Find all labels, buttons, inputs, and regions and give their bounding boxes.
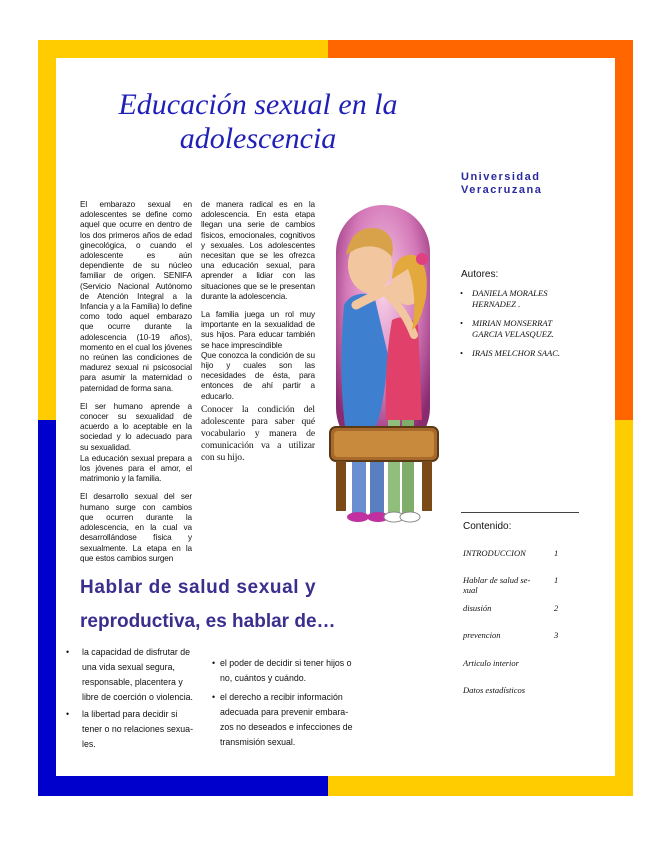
author-name-line-1: MIRIAN MONSERRAT [472,318,553,328]
frame-right-yellow [615,420,633,796]
university-line-1: Universidad [461,171,541,183]
headline-line-2: reproductiva, es hablar de… [80,611,336,632]
column1-paragraph-4: El desarrollo sexual del ser humano surge con cambios que ocurren durante la adolescencia, en la cual va desarrollándose física y sexualmente. La etapa en la que estos cambios surgen [80,492,192,563]
bullet-icon: • [212,692,216,702]
toc-item-label: Articulo interior [463,658,519,668]
author-name-line-1: DANIELA MORALES [472,288,548,298]
bullet-icon: • [460,288,464,298]
list-item-line: no, cuántos y cuándo. [220,673,307,683]
list-item-line: zos no deseados e infecciones de [220,722,353,732]
author-name-line-1: IRAIS MELCHOR SAAC. [472,348,561,358]
column2-paragraph-2: La familia juega un rol muy importante en la sexualidad de sus hijos. Para educar también se hace imprescindible [201,310,315,350]
author-item [460,318,610,348]
title-line-2: adolescencia [179,122,337,155]
toc-item-label: INTRODUCCION [463,548,526,558]
teen-couple-illustration [322,205,444,525]
contents-divider [461,512,579,513]
toc-page-number: 1 [554,575,559,585]
frame-bottom-blue [38,776,328,796]
toc-page-number: 3 [554,630,559,640]
toc-item-label: Datos estadísticos [463,685,526,695]
bullet-icon: • [460,318,464,328]
toc-item-articulo-interior[interactable] [463,658,573,668]
list-item-line: libre de coerción o violencia. [82,692,194,702]
list-item-line: la capacidad de disfrutar de [82,647,191,657]
list-item-line: la libertad para decidir si [82,709,178,719]
author-item [460,288,610,318]
column1-paragraph-2: El ser humano aprende a conocer su sexualidad de acuerdo a lo aceptable en la sociedad y lo adecuado para su sexualidad. [80,401,192,452]
university-line-2: Veracruzana [461,184,543,196]
toc-page-number: 2 [554,603,559,613]
list-item-line: transmisión sexual. [220,737,296,747]
author-item [460,348,610,368]
toc-item-label: disusión [463,603,492,613]
list-item [66,645,206,705]
list-item [212,656,368,686]
list-item-line: el derecho a recibir información [220,692,343,702]
author-list [460,288,610,368]
article-column-1 [80,200,192,572]
toc-item-label-line-2: xual [463,585,478,595]
toc-item-disusion[interactable] [463,603,553,613]
headline-line-1: Hablar de salud sexual y [80,577,317,598]
section-headline [80,576,420,634]
frame-right-orange [615,40,633,420]
university-name [461,171,601,197]
list-item-line: responsable, placentera y [82,677,183,687]
bullet-icon: • [212,658,216,668]
toc-item-prevencion[interactable] [463,630,553,640]
list-item-line: les. [82,739,96,749]
contents-heading: Contenido: [463,521,512,532]
list-item-line: una vida sexual segura, [82,662,175,672]
bullet-icon: • [460,348,464,358]
article-column-2 [201,200,315,472]
list-item [212,690,368,750]
rights-list-left [66,645,206,752]
page-title [88,88,428,156]
frame-top-orange [328,40,615,58]
authors-heading: Autores: [461,269,499,280]
bullet-icon: • [66,647,70,657]
list-item-line: tener o no relaciones sexua- [82,724,194,734]
column2-paragraph-4: Conocer la condición del adolescente para saber qué vocabulario y manera de comunicación va a utilizar con su hijo. [201,403,315,463]
frame-left-yellow [38,40,56,420]
bullet-icon: • [66,709,70,719]
toc-page-number: 1 [554,548,559,558]
column1-paragraph-1: El embarazo sexual en adolescentes se define como aquel que ocurre en dentro de los dos primeros años de edad ginecológica, o cuando el adolescente es aún dependiente de su núcleo familiar de origen. SENIFA (Servicio Nacional Autónomo de Atención Integral a la Infancia y a la Familia) lo define como todo aquel embarazo que ocurre durante la adolescencia (10-19 años), momento en el cual los jóvenes no reúnen las condiciones de madurez sexual ni psicosocial para asumir la maternidad o paternidad de forma sana. [80,200,192,393]
column1-paragraph-3: La educación sexual prepara a los jóvenes para el amor, el matrimonio y la familia. [80,453,192,484]
list-item-line: el poder de decidir si tener hijos o [220,658,352,668]
toc-item-label: Hablar de salud se- [463,575,531,585]
toc-item-salud-sexual[interactable] [463,575,553,595]
toc-item-label: prevencion [463,630,501,640]
frame-top-yellow [38,40,328,58]
column2-paragraph-1: de manera radical es en la adolescencia. En esta etapa llegan una serie de cambios físicos, emocionales, cognitivos y sexuales. Los adolescentes necesitan que se les ofrezca una educación sexual, para aprender a lidiar con las situaciones que se le presentan durante la adolescencia. [201,200,315,301]
frame-left-blue [38,420,56,796]
toc-item-datos-estadisticos[interactable] [463,685,573,695]
rights-list-right [212,656,368,750]
frame-bottom-yellow [328,776,633,796]
column2-paragraph-3: Que conozca la condición de su hijo y cuales son las necesidades de ésta, para entonces de ahí partir a educarlo. [201,350,315,401]
author-name-line-2: GARCIA VELASQUEZ. [472,329,554,339]
toc-item-introduccion[interactable] [463,548,553,558]
list-item-line: adecuada para prevenir embara- [220,707,349,717]
list-item [66,707,206,752]
title-line-1: Educación sexual en la [118,88,398,121]
author-name-line-2: HERNADEZ . [472,299,521,309]
